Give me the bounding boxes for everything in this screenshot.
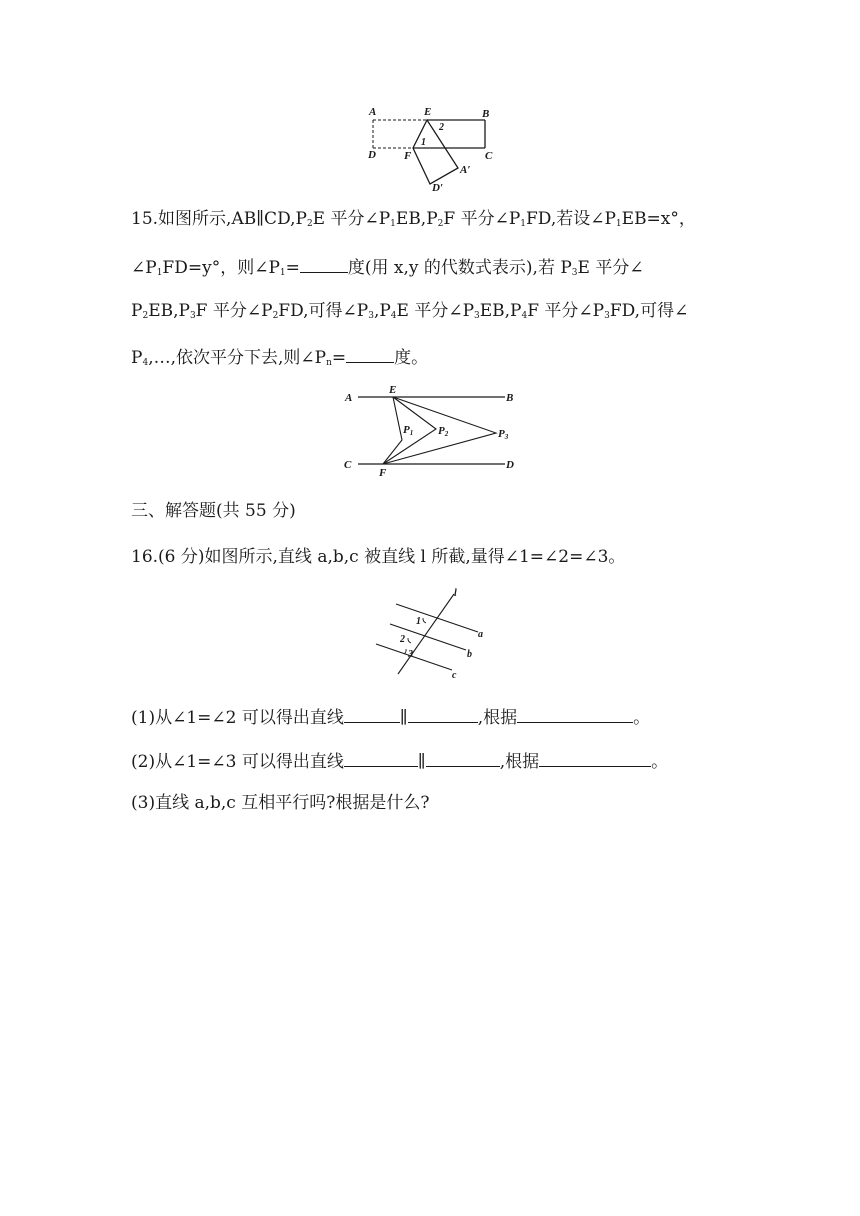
label-A: A (345, 392, 353, 404)
label-line-c: c (452, 670, 457, 681)
q15-line-1: 15.如图所示$,AB\parallel CD,P_2E$ 平分$\angle P_1EB,P_2F$ 平分$\angle P_1FD$,若设$\angle P_1EB=x^\circ$， (131, 209, 696, 229)
angle-2-label: 2 (439, 122, 444, 133)
angle-2-label: 2 (400, 634, 405, 645)
answer-blank-pn[interactable] (346, 344, 394, 363)
label-F: F (404, 150, 412, 162)
q15-line-3: $P_2EB,P_3F$ 平分$\angle P_2FD$,可得$\angle P_3,P_4E$ 平分$\angle P_3EB,P_4F$ 平分$\angle P_3FD$,可得∠ (131, 301, 689, 321)
answer-blank-1b[interactable] (408, 704, 478, 723)
label-line-l: l (454, 588, 457, 599)
label-P3: P3 (498, 428, 509, 441)
label-P1: P1 (403, 424, 414, 437)
label-C: C (344, 459, 352, 471)
q16-part-2: (2)从∠1=∠3 可以得出直线 ∥ ,根据 。 (131, 748, 668, 773)
label-A-prime: A′ (460, 164, 471, 176)
answer-blank-p1[interactable] (300, 254, 348, 273)
section-title: 三、解答题(共 55 分) (131, 501, 296, 521)
angle-3-label: 3 (408, 649, 413, 660)
label-D-prime: D′ (432, 182, 444, 194)
label-C: C (485, 150, 493, 162)
label-D: D (368, 149, 376, 161)
label-E: E (389, 384, 397, 396)
label-F: F (379, 467, 387, 479)
answer-blank-2a[interactable] (344, 748, 418, 767)
figure-folded-rectangle (360, 100, 510, 200)
answer-blank-1c[interactable] (517, 704, 633, 723)
answer-blank-1a[interactable] (344, 704, 400, 723)
label-B: B (482, 108, 490, 120)
figure-transversal (368, 586, 498, 682)
q15-line-4: $P_4,\dots$,依次平分下去,则$\angle P_n=$ 度。 (131, 344, 428, 369)
label-B: B (506, 392, 514, 404)
q16-part-3: (3)直线 a,b,c 互相平行吗?根据是什么? (131, 793, 430, 813)
q16-part-1: (1)从∠1=∠2 可以得出直线 ∥ ,根据 。 (131, 704, 650, 729)
label-line-b: b (467, 649, 472, 660)
label-P2: P2 (438, 425, 449, 438)
label-E: E (424, 106, 432, 118)
label-line-a: a (478, 629, 483, 640)
answer-blank-2c[interactable] (539, 748, 651, 767)
label-A: A (369, 106, 377, 118)
answer-blank-2b[interactable] (426, 748, 500, 767)
angle-1-label: 1 (421, 137, 426, 148)
figure-angle-bisectors (340, 382, 530, 480)
label-D: D (506, 459, 514, 471)
q15-line-2: $\angle P_1FD=y^\circ$，则$\angle P_1=$ 度(用 x,y 的代数式表示),若 $P_3E$ 平分∠ (131, 254, 644, 279)
angle-1-label: 1 (416, 616, 421, 627)
q16-stem: 16.(6 分)如图所示,直线 a,b,c 被直线 l 所截,量得∠1=∠2=∠3。 (131, 547, 626, 567)
